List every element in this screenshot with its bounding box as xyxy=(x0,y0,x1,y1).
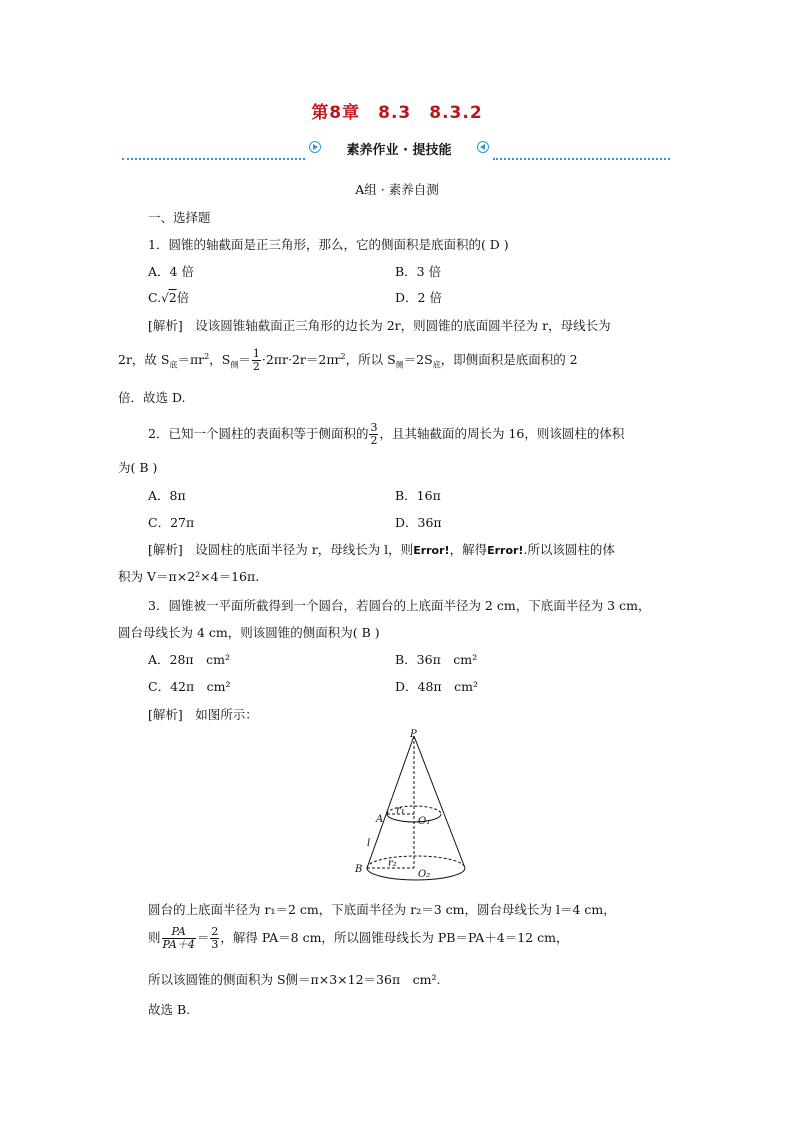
q3-solution-line-5: 故选 B. xyxy=(148,1002,191,1017)
q3-solution-line-3 xyxy=(148,926,568,951)
q1-option-c-unit: 倍 xyxy=(176,290,190,305)
q3-sol-text: ，解得 PA＝8 cm，所以圆锥母线长为 PB＝PA＋4＝12 cm， xyxy=(220,930,569,945)
label-a: A xyxy=(376,814,384,825)
banner-label: 素养作业 · 提技能 xyxy=(346,143,452,158)
fraction-denominator: 2 xyxy=(370,434,378,447)
label-b: B xyxy=(355,864,363,875)
q2-sol-text: [解析] 设圆柱的底面半径为 r，母线长为 l，则 xyxy=(148,542,414,557)
error-marker: Error! xyxy=(413,544,450,557)
lower-ellipse-front xyxy=(367,868,465,880)
q2-option-a: A．8π xyxy=(148,488,186,503)
q3-sol-text: 则 xyxy=(148,930,161,945)
question-2-stem xyxy=(148,422,624,447)
q3-sol-text: ＝ xyxy=(196,930,210,945)
q2-solution-line-1 xyxy=(148,540,615,558)
banner-rule-right xyxy=(493,158,670,160)
q1-option-d: D．2 倍 xyxy=(395,290,442,305)
part-heading: 一、选择题 xyxy=(148,210,211,225)
q2-option-b: B．16π xyxy=(395,488,441,503)
q1-option-c-label: C. xyxy=(148,290,162,305)
q1-sol-text: ，S xyxy=(209,352,231,367)
q1-solution-line-2 xyxy=(118,348,578,373)
play-right-icon xyxy=(309,141,321,153)
q1-sol-text: ，即侧面积是底面积的 2 xyxy=(440,352,578,367)
fraction-numerator: 1 xyxy=(252,347,260,360)
q3-option-a: A．28π cm² xyxy=(148,652,231,667)
page-title: 第8章 8.3 8.3.2 xyxy=(311,103,483,123)
q3-option-b: B．36π cm² xyxy=(395,652,478,667)
section-banner xyxy=(305,138,493,158)
q2-sol-text: ，解得 xyxy=(449,542,488,557)
q1-sub-base: 底 xyxy=(169,360,178,370)
q3-option-c: C．42π cm² xyxy=(148,679,231,694)
label-r1: r₁ xyxy=(396,805,405,816)
q1-sup: 2 xyxy=(204,351,210,361)
q3-option-d: D．48π cm² xyxy=(395,679,479,694)
fraction-denominator: 3 xyxy=(211,938,219,951)
q1-sol-text: ＝ xyxy=(238,352,251,367)
label-p: P xyxy=(410,729,417,740)
q2-stem-text: ，且其轴截面的周长为 16，则该圆柱的体积 xyxy=(379,426,625,441)
fraction-denominator: 2 xyxy=(252,360,260,373)
lower-ellipse-back xyxy=(367,856,465,868)
q3-solution-line-1: [解析] 如图所示： xyxy=(148,707,258,722)
q1-sol-text: ＝πr xyxy=(177,352,205,367)
q1-sub-side: 侧 xyxy=(395,360,404,370)
question-3-stem-cont: 圆台母线长为 4 cm，则该圆锥的侧面积为( B ) xyxy=(118,625,380,640)
q1-sup: 2 xyxy=(340,351,346,361)
sqrt-sign: √ xyxy=(161,291,169,305)
fraction-numerator: PA xyxy=(162,926,196,939)
q1-solution-line-3: 倍．故选 D. xyxy=(118,390,186,405)
play-left-icon xyxy=(477,141,489,153)
q1-sol-text: 2r，故 S xyxy=(118,352,170,367)
label-o1: O₁ xyxy=(418,816,431,827)
fraction-numerator: 2 xyxy=(211,925,219,938)
label-l: l xyxy=(367,838,371,849)
error-marker: Error! xyxy=(487,544,524,557)
cone-left-generatrix xyxy=(367,736,414,868)
label-o2: O₂ xyxy=(418,869,431,880)
fraction-three-halves xyxy=(369,422,378,447)
q1-option-c-radicand: 2 xyxy=(168,290,177,305)
banner-rule-left xyxy=(122,158,305,160)
frustum-cone-figure xyxy=(352,728,472,888)
cone-right-generatrix xyxy=(414,736,465,868)
q1-sol-text: ·2πr·2r＝2πr xyxy=(261,352,341,367)
question-3-stem: 3．圆锥被一平面所截得到一个圆台，若圆台的上底面半径为 2 cm，下底面半径为 3 cm， xyxy=(148,598,651,613)
q2-stem-text: 2．已知一个圆柱的表面积等于侧面积的 xyxy=(148,426,369,441)
label-r2: r₂ xyxy=(388,858,397,869)
q1-sol-text: ，所以 S xyxy=(345,352,396,367)
question-2-stem-cont: 为( B ) xyxy=(118,460,158,475)
q1-sol-text: ＝2S xyxy=(403,352,433,367)
q1-option-c xyxy=(148,288,189,306)
q2-solution-line-2: 积为 V＝π×2²×4＝16π. xyxy=(118,569,260,584)
q2-sol-text: .所以该圆柱的体 xyxy=(523,542,615,557)
q3-solution-line-4: 所以该圆锥的侧面积为 S侧＝π×3×12＝36π cm². xyxy=(148,972,441,987)
question-1-stem: 1．圆锥的轴截面是正三角形，那么，它的侧面积是底面积的( D ) xyxy=(148,237,509,252)
q2-option-c: C．27π xyxy=(148,515,195,530)
q1-option-a: A．4 倍 xyxy=(148,264,194,279)
q1-sub-side: 侧 xyxy=(230,360,239,370)
fraction-pa-over-pa-plus-4 xyxy=(162,926,196,951)
q3-solution-line-2: 圆台的上底面半径为 r₁＝2 cm，下底面半径为 r₂＝3 cm，圆台母线长为 l＝4 cm， xyxy=(148,902,616,917)
q1-solution-line-1: [解析] 设该圆锥轴截面正三角形的边长为 2r，则圆锥的底面圆半径为 r，母线长为 xyxy=(148,318,611,333)
q2-option-d: D．36π xyxy=(395,515,442,530)
fraction-half xyxy=(252,348,261,373)
fraction-two-thirds xyxy=(210,926,219,951)
q1-sub-base: 底 xyxy=(432,360,441,370)
section-heading: A组 · 素养自测 xyxy=(355,182,439,197)
fraction-numerator: 3 xyxy=(370,421,378,434)
fraction-denominator: PA＋4 xyxy=(162,938,195,951)
q1-option-b: B．3 倍 xyxy=(395,264,442,279)
